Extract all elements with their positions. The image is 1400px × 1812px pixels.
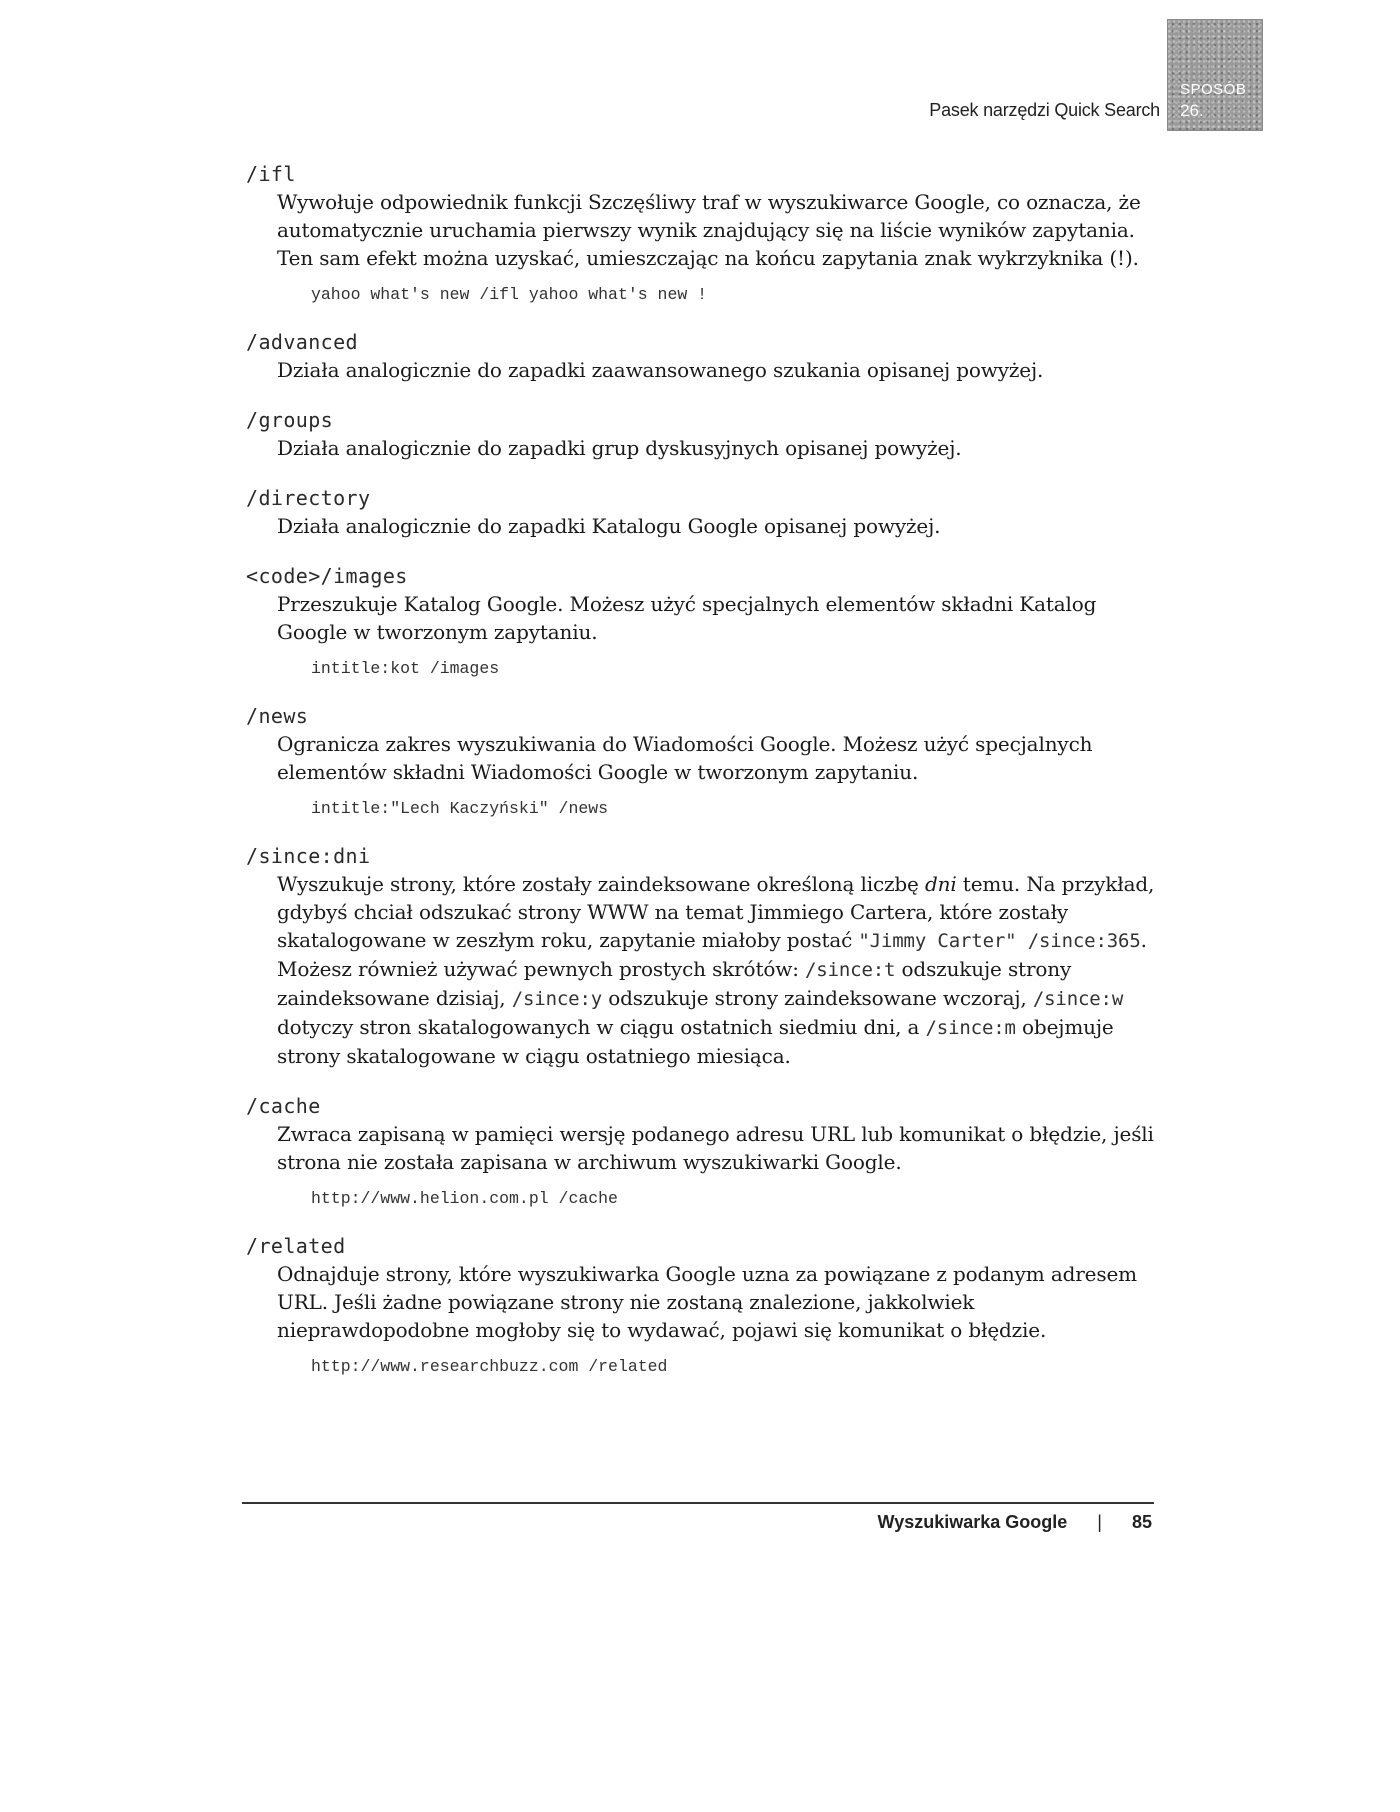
entry-term: /since:dni [246,844,371,868]
inline-code: /since:t [805,959,896,981]
entry-term: /cache [246,1094,321,1118]
hack-badge [1167,19,1263,131]
entry-term: <code>/images [246,564,408,588]
entry-term: /groups [246,408,334,432]
description-text: odszukuje strony zaindeksowane wczoraj, [602,986,1033,1010]
description-text: . Możesz również używać pewnych prostych skrótów: [277,928,1147,981]
inline-code: /since:y [511,988,603,1010]
footer-rule [242,1502,1154,1504]
entry-groups [246,406,1156,462]
entry-term: /advanced [246,330,358,354]
inline-code: /since:m [925,1017,1016,1039]
entry-term: /directory [246,486,371,510]
entry-images [246,562,1156,680]
footer-book-title: Wyszukiwarka Google [877,1512,1068,1532]
entry-description: Wywołuje odpowiednik funkcji Szczęśliwy traf w wyszukiwarce Google, co oznacza, że automatycznie uruchamia pierwszy wynik znajdujący się na liście wyników zapytania. Ten sam efekt można uzyskać, umieszczając na końcu zapytania znak wykrzyknika (!). [277,190,1141,270]
hack-badge-number: 26. [1180,101,1204,120]
entry-description: Działa analogicznie do zapadki Katalogu Google opisanej powyżej. [277,514,941,538]
entry-description: Przeszukuje Katalog Google. Możesz użyć specjalnych elementów składni Katalog Google w tworzonym zapytaniu. [277,592,1097,644]
description-text: odszukuje strony zaindeksowane dzisiaj, [277,957,1072,1010]
entry-term: /related [246,1234,346,1258]
entry-example: intitle:kot /images [311,659,500,678]
entry-description [277,870,1156,1070]
entry-directory [246,484,1156,540]
entry-description: Działa analogicznie do zapadki grup dyskusyjnych opisanej powyżej. [277,436,962,460]
entry-example: http://www.helion.com.pl /cache [311,1189,618,1208]
page-footer [878,1512,1152,1533]
entry-example: intitle:"Lech Kaczyński" /news [311,799,609,818]
entry-advanced [246,328,1156,384]
hack-badge-label: SPOSÓB [1180,81,1247,98]
entry-example: yahoo what's new /ifl yahoo what's new ! [311,285,708,304]
entry-description: Zwraca zapisaną w pamięci wersję podanego adresu URL lub komunikat o błędzie, jeśli strona nie została zapisana w archiwum wyszukiwarki Google. [277,1122,1154,1174]
entry-description: Działa analogicznie do zapadki zaawansowanego szukania opisanej powyżej. [277,358,1044,382]
entry-ifl [246,160,1156,306]
description-text: Wyszukuje strony, które zostały zaindeksowane określoną liczbę [277,872,925,896]
entry-description: Odnajduje strony, które wyszukiwarka Google uzna za powiązane z podanym adresem URL. Jeśli żadne powiązane strony nie zostaną znalezione, jakkolwiek nieprawdopodobne mogłoby się to wydawać, pojawi się komunikat o błędzie. [277,1262,1137,1342]
entry-example: http://www.researchbuzz.com /related [311,1357,668,1376]
description-text: dotyczy stron skatalogowanych w ciągu ostatnich siedmiu dni, a [277,1015,926,1039]
entry-term: /news [246,704,309,728]
entry-cache [246,1092,1156,1210]
inline-code: "Jimmy Carter" /since:365 [858,930,1141,952]
page-number: 85 [1131,1512,1152,1532]
footer-separator: | [1097,1512,1102,1532]
entry-since [246,842,1156,1070]
entry-related [246,1232,1156,1378]
running-head-title: Pasek narzędzi Quick Search [929,100,1160,120]
entry-news [246,702,1156,820]
main-content [246,160,1156,1400]
inline-code: /since:w [1032,988,1124,1010]
emphasis-text: dni [924,872,957,896]
description-text: obejmuje strony skatalogowane w ciągu ostatniego miesiąca. [277,1015,1114,1068]
description-text: temu. Na przykład, gdybyś chciał odszukać strony WWW na temat Jimmiego Cartera, które zostały skatalogowane w zeszłym roku, zapytanie miałoby postać [277,872,1155,952]
entry-term: /ifl [246,162,296,186]
entry-description: Ogranicza zakres wyszukiwania do Wiadomości Google. Możesz użyć specjalnych elementów składni Wiadomości Google w tworzonym zapytaniu. [277,732,1093,784]
